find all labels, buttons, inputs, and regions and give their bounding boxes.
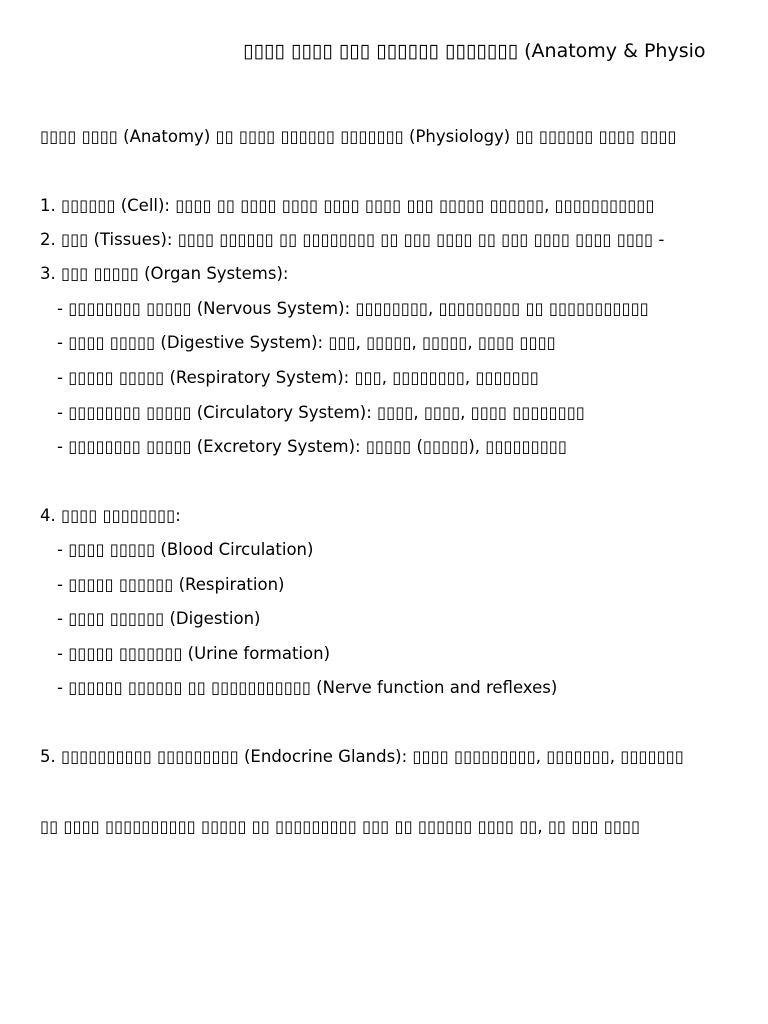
function-nerve-reflexes: - ▯▯▯▯▯▯ ▯▯▯▯▯▯ ▯▯ ▯▯▯▯▯▯▯▯▯▯▯ (Nerve function and reflexes) — [57, 678, 558, 697]
function-blood-circulation: - ▯▯▯▯ ▯▯▯▯▯ (Blood Circulation) — [57, 540, 314, 559]
organ-system-excretory: - ▯▯▯▯▯▯▯▯ ▯▯▯▯▯ (Excretory System): ▯▯▯▯▯ (▯▯▯▯▯), ▯▯▯▯▯▯▯▯▯ — [57, 437, 567, 456]
page-title: ▯▯▯▯ ▯▯▯▯ ▯▯▯ ▯▯▯▯▯▯ ▯▯▯▯▯▯▯ (Anatomy & Physio — [243, 40, 706, 62]
organ-system-respiratory: - ▯▯▯▯▯ ▯▯▯▯▯ (Respiratory System): ▯▯▯, ▯▯▯▯▯▯▯▯, ▯▯▯▯▯▯▯ — [57, 368, 539, 387]
list-item-organ-systems-heading: 3. ▯▯▯ ▯▯▯▯▯ (Organ Systems): — [40, 264, 289, 283]
list-item-endocrine-glands: 5. ▯▯▯▯▯▯▯▯▯▯ ▯▯▯▯▯▯▯▯▯ (Endocrine Glands): ▯▯▯▯ ▯▯▯▯▯▯▯▯▯, ▯▯▯▯▯▯▯, ▯▯▯▯▯▯▯ — [40, 747, 684, 766]
function-digestion: - ▯▯▯▯ ▯▯▯▯▯▯ (Digestion) — [57, 609, 261, 628]
organ-system-digestive: - ▯▯▯▯ ▯▯▯▯▯ (Digestive System): ▯▯▯, ▯▯▯▯▯, ▯▯▯▯▯, ▯▯▯▯ ▯▯▯▯ — [57, 333, 556, 352]
function-respiration: - ▯▯▯▯▯ ▯▯▯▯▯▯ (Respiration) — [57, 575, 285, 594]
closing-paragraph: ▯▯ ▯▯▯▯ ▯▯▯▯▯▯▯▯▯▯ ▯▯▯▯▯ ▯▯ ▯▯▯▯▯▯▯▯▯ ▯▯▯ ▯▯ ▯▯▯▯▯▯ ▯▯▯▯ ▯▯, ▯▯ ▯▯▯ ▯▯▯▯ — [40, 817, 641, 836]
organ-system-nervous: - ▯▯▯▯▯▯▯▯ ▯▯▯▯▯ (Nervous System): ▯▯▯▯▯▯▯▯, ▯▯▯▯▯▯▯▯▯ ▯▯ ▯▯▯▯▯▯▯▯▯▯▯ — [57, 299, 649, 318]
list-item-cell: 1. ▯▯▯▯▯▯ (Cell): ▯▯▯▯ ▯▯ ▯▯▯▯ ▯▯▯▯ ▯▯▯▯ ▯▯▯▯ ▯▯▯ ▯▯▯▯▯ ▯▯▯▯▯▯, ▯▯▯▯▯▯▯▯▯▯▯ — [40, 196, 655, 215]
intro-paragraph: ▯▯▯▯ ▯▯▯▯ (Anatomy) ▯▯ ▯▯▯▯ ▯▯▯▯▯▯ ▯▯▯▯▯▯▯ (Physiology) ▯▯ ▯▯▯▯▯▯ ▯▯▯▯ ▯▯▯▯ — [40, 127, 677, 146]
organ-system-circulatory: - ▯▯▯▯▯▯▯▯ ▯▯▯▯▯ (Circulatory System): ▯▯▯▯, ▯▯▯▯, ▯▯▯▯ ▯▯▯▯▯▯▯▯ — [57, 403, 585, 422]
list-item-functions-heading: 4. ▯▯▯▯ ▯▯▯▯▯▯▯▯: — [40, 506, 181, 525]
list-item-tissues: 2. ▯▯▯ (Tissues): ▯▯▯▯ ▯▯▯▯▯▯ ▯▯ ▯▯▯▯▯▯▯▯ ▯▯ ▯▯▯ ▯▯▯▯ ▯▯ ▯▯▯ ▯▯▯▯ ▯▯▯▯ ▯▯▯▯ - — [40, 230, 665, 249]
function-urine-formation: - ▯▯▯▯▯ ▯▯▯▯▯▯▯ (Urine formation) — [57, 644, 331, 663]
